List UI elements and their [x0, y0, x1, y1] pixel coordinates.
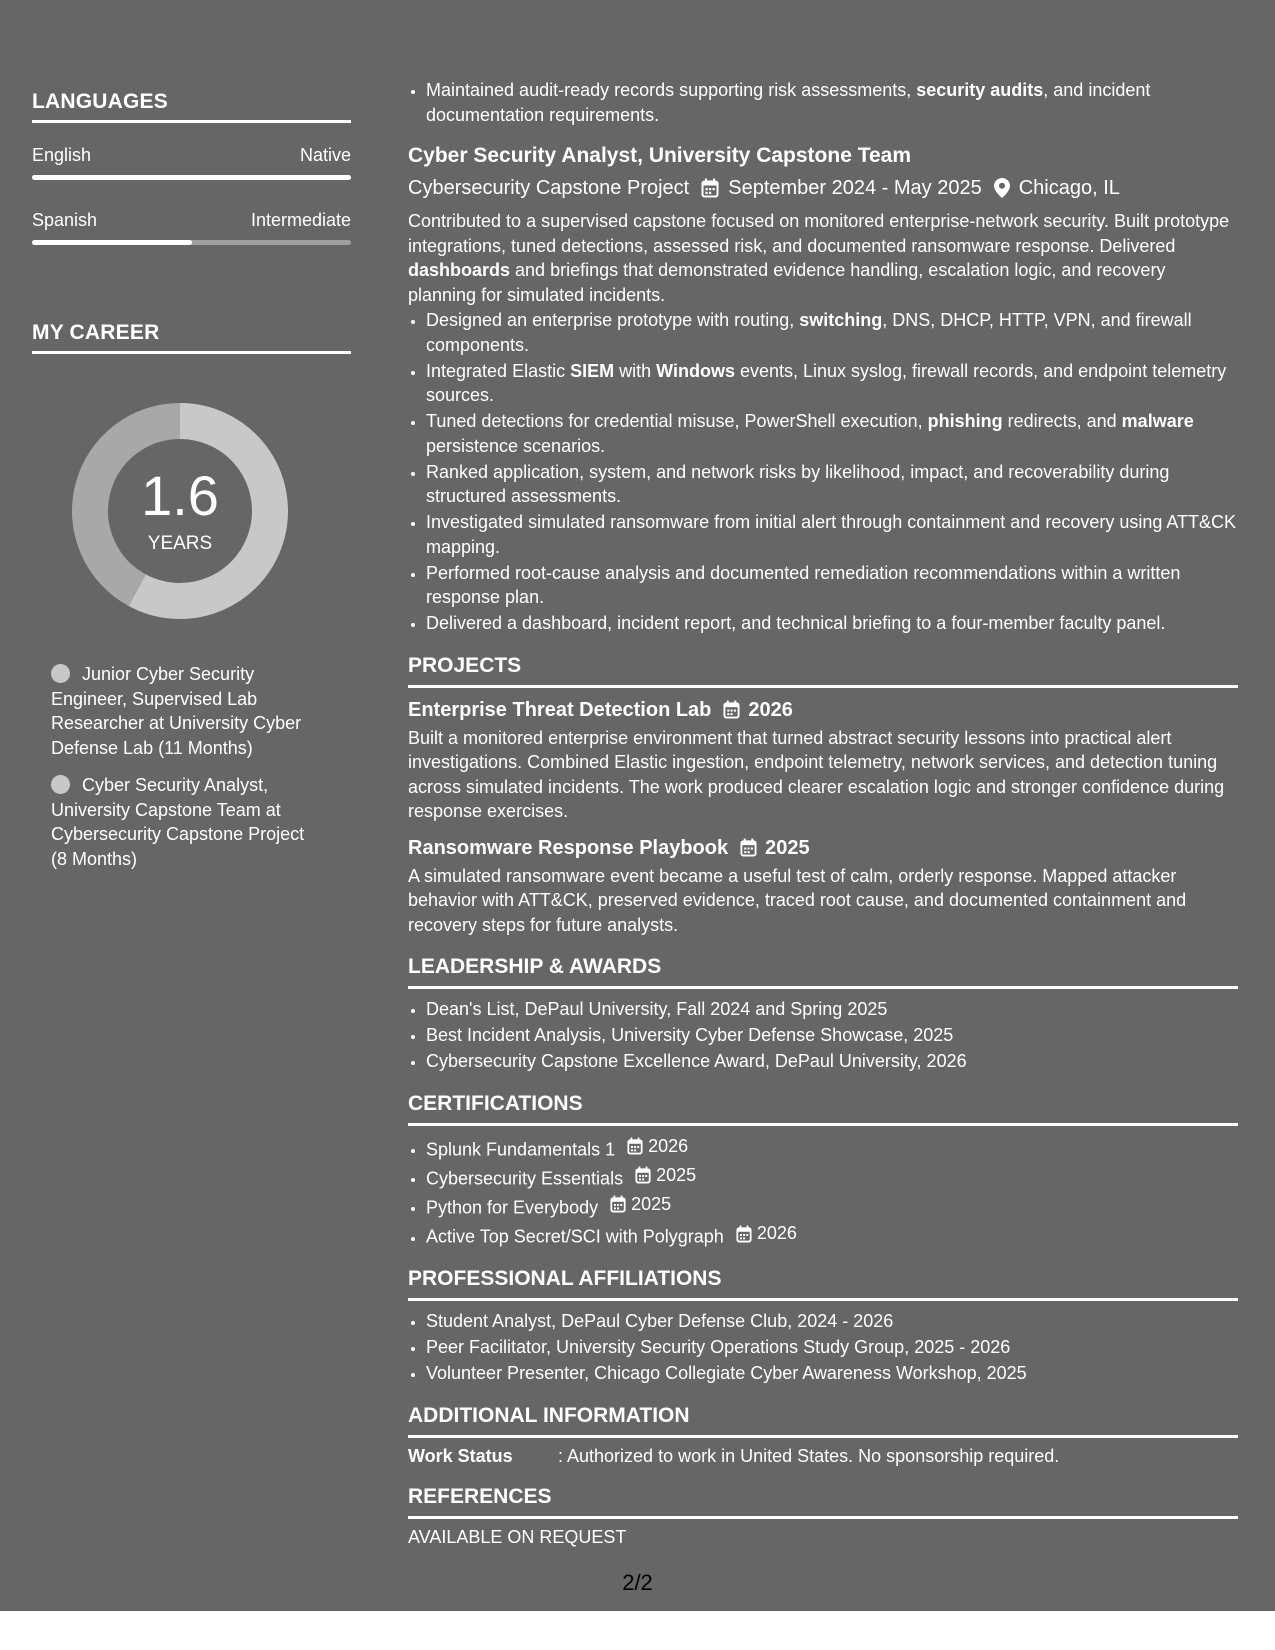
job-meta — [408, 173, 1238, 203]
language-level: Intermediate — [250, 210, 351, 230]
calendar-icon — [740, 838, 757, 857]
list-item: • Cybersecurity Essentials 2025 — [426, 1163, 1238, 1191]
calendar-icon — [736, 1225, 752, 1243]
page-number: 2/2 — [622, 1570, 653, 1595]
projects-heading: PROJECTS — [408, 652, 1238, 688]
language-name: Spanish — [32, 210, 98, 230]
sidebar — [32, 90, 351, 884]
job-dates: September 2024 - May 2025 — [728, 177, 982, 199]
certifications-heading: CERTIFICATIONS — [408, 1090, 1238, 1126]
affiliations-list — [408, 1309, 1238, 1386]
location-pin-icon — [994, 178, 1010, 198]
list-item: • Performed root-cause analysis and documented remediation recommendations within a written response plan. — [426, 561, 1238, 610]
career-list — [51, 662, 321, 871]
bullet-dot-icon — [51, 664, 70, 683]
list-item: • Integrated Elastic SIEM with Windows events, Linux syslog, firewall records, and endpoint telemetry sources. — [426, 359, 1238, 408]
language-spanish — [32, 210, 351, 245]
career-item: Junior Cyber Security Engineer, Supervised Lab Researcher at University Cyber Defense Lab (11 Months) — [51, 664, 302, 758]
prev-job-bullets — [408, 78, 1238, 127]
additional-info-heading: ADDITIONAL INFORMATION — [408, 1402, 1238, 1438]
list-item: • Cybersecurity Capstone Excellence Award, DePaul University, 2026 — [426, 1049, 1238, 1074]
list-item: • Investigated simulated ransomware from initial alert through containment and recovery using ATT&CK mapping. — [426, 510, 1238, 559]
list-item: • Designed an enterprise prototype with routing, switching, DNS, DHCP, HTTP, VPN, and firewall components. — [426, 308, 1238, 357]
career-donut-chart — [67, 398, 293, 624]
list-item: • Active Top Secret/SCI with Polygraph 2026 — [426, 1221, 1238, 1249]
language-english — [32, 145, 351, 180]
language-level: Native — [299, 145, 351, 165]
leadership-list — [408, 997, 1238, 1074]
list-item: • Best Incident Analysis, University Cyber Defense Showcase, 2025 — [426, 1023, 1238, 1048]
career-item: Cyber Security Analyst, University Capstone Team at Cybersecurity Capstone Project (8 Months) — [51, 775, 305, 869]
leadership-heading: LEADERSHIP & AWARDS — [408, 953, 1238, 989]
career-years-unit: YEARS — [147, 533, 213, 554]
career-years-value: 1.6 — [141, 464, 219, 527]
list-item: • Dean's List, DePaul University, Fall 2024 and Spring 2025 — [426, 997, 1238, 1022]
calendar-icon — [701, 178, 719, 198]
work-status-value: : Authorized to work in United States. No sponsorship required. — [558, 1445, 1060, 1466]
calendar-icon — [610, 1195, 626, 1213]
language-proficiency-fill — [32, 175, 351, 180]
job-title: Cyber Security Analyst, University Capstone Team — [408, 144, 912, 167]
project-description: A simulated ransomware event became a useful test of calm, orderly response. Mapped attacker behavior with ATT&CK, preserved evidence, traced root cause, and documented containment and recovery steps for future analysts. — [408, 865, 1187, 935]
work-status-label: Work Status — [408, 1445, 513, 1466]
language-proficiency-bar — [32, 240, 351, 245]
project-description: Built a monitored enterprise environment that turned abstract security lessons into practical alert investigations. Combined Elastic ingestion, endpoint telemetry, network services, and detection tuning across simulated incidents. The work produced clearer escalation logic and stronger confidence during response exercises. — [408, 727, 1225, 821]
job-summary: Contributed to a supervised capstone focused on monitored enterprise-network security. Built prototype integrations, tuned detections, assessed risk, and documented ransomware response. Delivered dashboards and briefings that demonstrated evidence handling, escalation logic, and recovery planning for simulated incidents. — [408, 211, 1230, 305]
bullet-dot-icon — [51, 775, 70, 794]
project-title: Ransomware Response Playbook 2025 — [408, 834, 1238, 862]
calendar-icon — [627, 1137, 643, 1155]
list-item: • Peer Facilitator, University Security Operations Study Group, 2025 - 2026 — [426, 1335, 1238, 1360]
list-item: • Tuned detections for credential misuse, PowerShell execution, phishing redirects, and malware persistence scenarios. — [426, 409, 1238, 458]
career-heading: MY CAREER — [32, 321, 351, 354]
calendar-icon — [723, 700, 740, 719]
languages-heading: LANGUAGES — [32, 90, 351, 123]
list-item: • Delivered a dashboard, incident report, and technical briefing to a four-member faculty panel. — [426, 611, 1238, 636]
language-proficiency-bar — [32, 175, 351, 180]
project-year: 2025 — [765, 836, 810, 859]
references-text: AVAILABLE ON REQUEST — [408, 1526, 627, 1547]
job-org: Cybersecurity Capstone Project — [408, 177, 690, 199]
affiliations-heading: PROFESSIONAL AFFILIATIONS — [408, 1265, 1238, 1301]
list-item: • Python for Everybody 2025 — [426, 1192, 1238, 1220]
language-name: English — [32, 145, 92, 165]
project-title: Enterprise Threat Detection Lab 2026 — [408, 696, 1238, 724]
list-item: • Student Analyst, DePaul Cyber Defense Club, 2024 - 2026 — [426, 1309, 1238, 1334]
language-proficiency-fill — [32, 240, 192, 245]
job-bullets — [408, 308, 1238, 636]
references-heading: REFERENCES — [408, 1483, 1238, 1519]
calendar-icon — [635, 1166, 651, 1184]
list-item: • Maintained audit-ready records supporting risk assessments, security audits, and incident documentation requirements. — [426, 78, 1238, 127]
work-status-row — [408, 1446, 1238, 1467]
project-year: 2026 — [748, 698, 793, 721]
list-item: • Ranked application, system, and network risks by likelihood, impact, and recoverability during structured assessments. — [426, 460, 1238, 509]
job-location: Chicago, IL — [1018, 177, 1120, 199]
list-item: • Splunk Fundamentals 1 2026 — [426, 1134, 1238, 1162]
main-content — [408, 78, 1238, 1548]
certifications-list — [408, 1134, 1238, 1250]
list-item: • Volunteer Presenter, Chicago Collegiate Cyber Awareness Workshop, 2025 — [426, 1361, 1238, 1386]
